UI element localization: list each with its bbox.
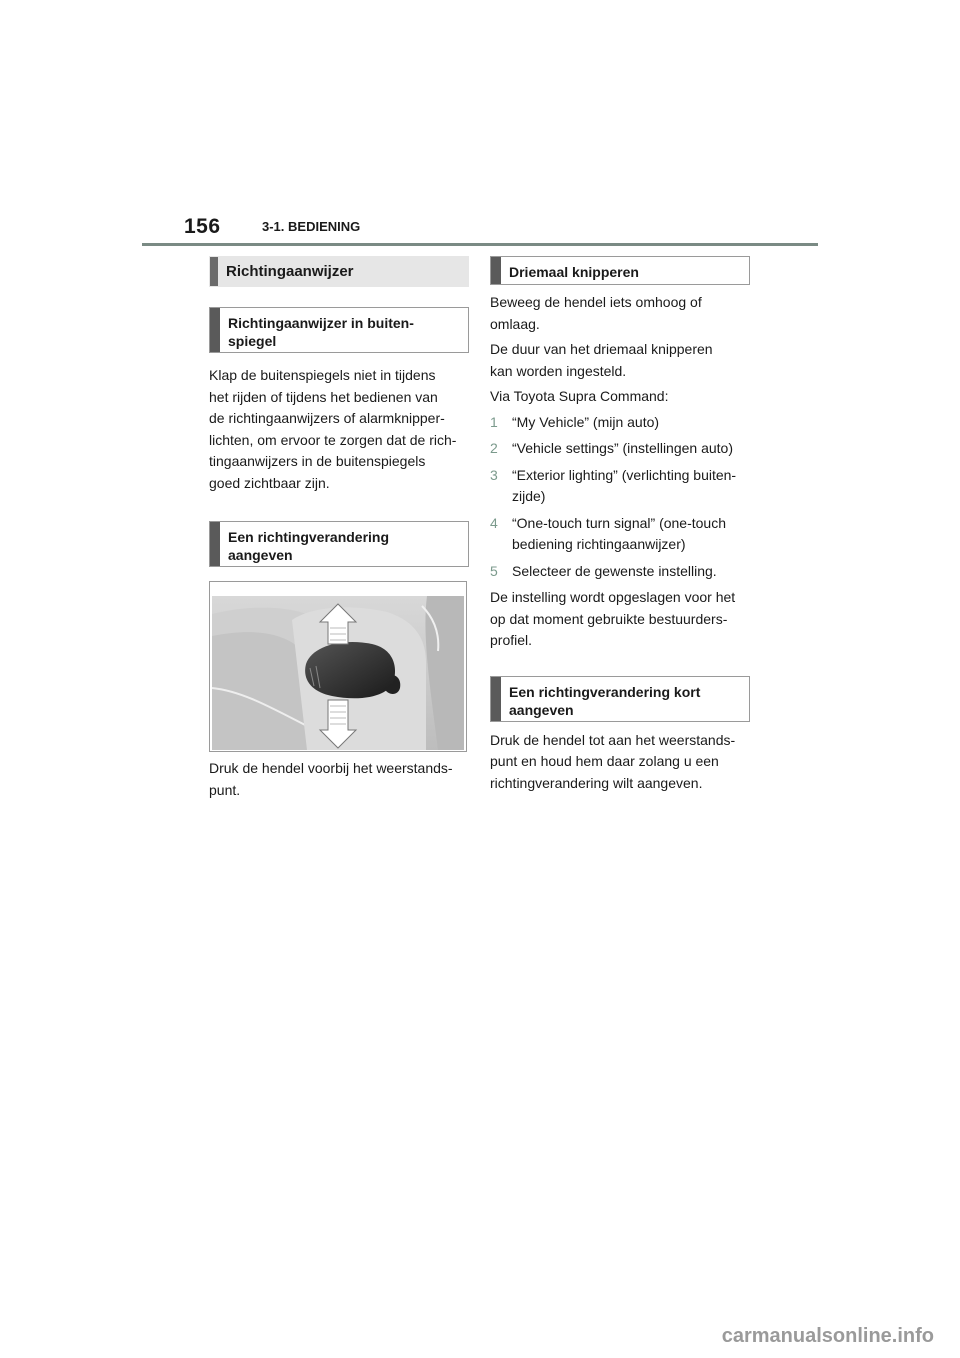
paragraph-buitenspiegel xyxy=(209,365,469,494)
text-line: het rijden of tijdens het bedienen van xyxy=(209,388,438,405)
step-text: “One-touch turn signal” (one-touch xyxy=(512,514,726,531)
lever-illustration xyxy=(209,581,467,752)
text-line: kan worden ingesteld. xyxy=(490,362,627,379)
text-line: Druk de hendel tot aan het weerstands- xyxy=(490,731,736,748)
text-line: richtingverandering wilt aangeven. xyxy=(490,774,703,791)
subheading-richtingverandering xyxy=(209,521,469,567)
step-text: zijde) xyxy=(512,488,546,504)
heading-line-1: Richtingaanwijzer in buiten- xyxy=(228,315,414,331)
paragraph-druk-hendel xyxy=(490,730,750,795)
text-line: goed zichtbaar zijn. xyxy=(209,474,330,491)
heading-text: Richtingaanwijzer xyxy=(226,263,354,280)
heading-line-2: aangeven xyxy=(509,701,574,718)
text-line: punt. xyxy=(209,781,241,798)
text-line: omlaag. xyxy=(490,315,540,332)
subheading-buitenspiegel xyxy=(209,307,469,353)
step-number: 5 xyxy=(490,562,498,579)
list-item xyxy=(490,513,750,556)
step-number: 3 xyxy=(490,466,498,483)
text-line: lichten, om ervoor te zorgen dat de rich- xyxy=(209,431,457,448)
step-number: 1 xyxy=(490,413,498,430)
step-text: “Exterior lighting” (verlichting buiten- xyxy=(512,466,737,483)
text-line: tingaanwijzers in de buitenspiegels xyxy=(209,453,426,469)
page-number: 156 xyxy=(184,215,221,238)
step-text: Selecteer de gewenste instelling. xyxy=(512,562,717,579)
figure-caption xyxy=(209,758,469,801)
paragraph-instelling xyxy=(490,587,750,652)
step-text: “Vehicle settings” (instellingen auto) xyxy=(512,440,734,456)
subheading-kort-aangeven xyxy=(490,676,750,722)
subheading-driemaal-knipperen xyxy=(490,256,750,285)
text-line: De duur van het driemaal knipperen xyxy=(490,341,713,357)
text-line: profiel. xyxy=(490,632,533,648)
text-line: punt en houd hem daar zolang u een xyxy=(490,753,719,769)
list-item xyxy=(490,465,750,508)
step-number: 2 xyxy=(490,440,498,456)
step-text: bediening richtingaanwijzer) xyxy=(512,536,686,552)
paragraph-via-command: Via Toyota Supra Command: xyxy=(490,388,669,404)
text-line: Beweeg de hendel iets omhoog of xyxy=(490,294,702,310)
paragraph-beweeg xyxy=(490,292,750,335)
watermark: carmanualsonline.info xyxy=(721,1325,934,1347)
text-line: Druk de hendel voorbij het weerstands- xyxy=(209,760,453,776)
list-item xyxy=(490,412,750,434)
text-line: Klap de buitenspiegels niet in tijdens xyxy=(209,367,436,383)
text-line: de richtingaanwijzers of alarmknipper- xyxy=(209,410,445,426)
heading-text: Driemaal knipperen xyxy=(509,264,639,280)
step-text: “My Vehicle” (mijn auto) xyxy=(512,413,660,430)
lever-drawing xyxy=(212,596,464,750)
section-heading-richtingaanwijzer xyxy=(209,256,469,287)
heading-line-1: Een richtingverandering kort xyxy=(509,683,701,700)
list-item xyxy=(490,438,750,460)
right-column xyxy=(490,256,750,794)
heading-line-2: spiegel xyxy=(228,333,277,349)
heading-line-1: Een richtingverandering xyxy=(228,529,390,545)
section-title: 3-1. BEDIENING xyxy=(262,219,361,234)
left-column xyxy=(209,256,469,801)
step-number: 4 xyxy=(490,514,498,531)
paragraph-duur xyxy=(490,339,750,382)
steps-list xyxy=(490,412,750,583)
header-divider xyxy=(142,243,818,246)
text-line: op dat moment gebruikte bestuurders- xyxy=(490,610,728,627)
heading-line-2: aangeven xyxy=(228,547,293,563)
list-item xyxy=(490,561,750,583)
text-line: De instelling wordt opgeslagen voor het xyxy=(490,589,736,605)
